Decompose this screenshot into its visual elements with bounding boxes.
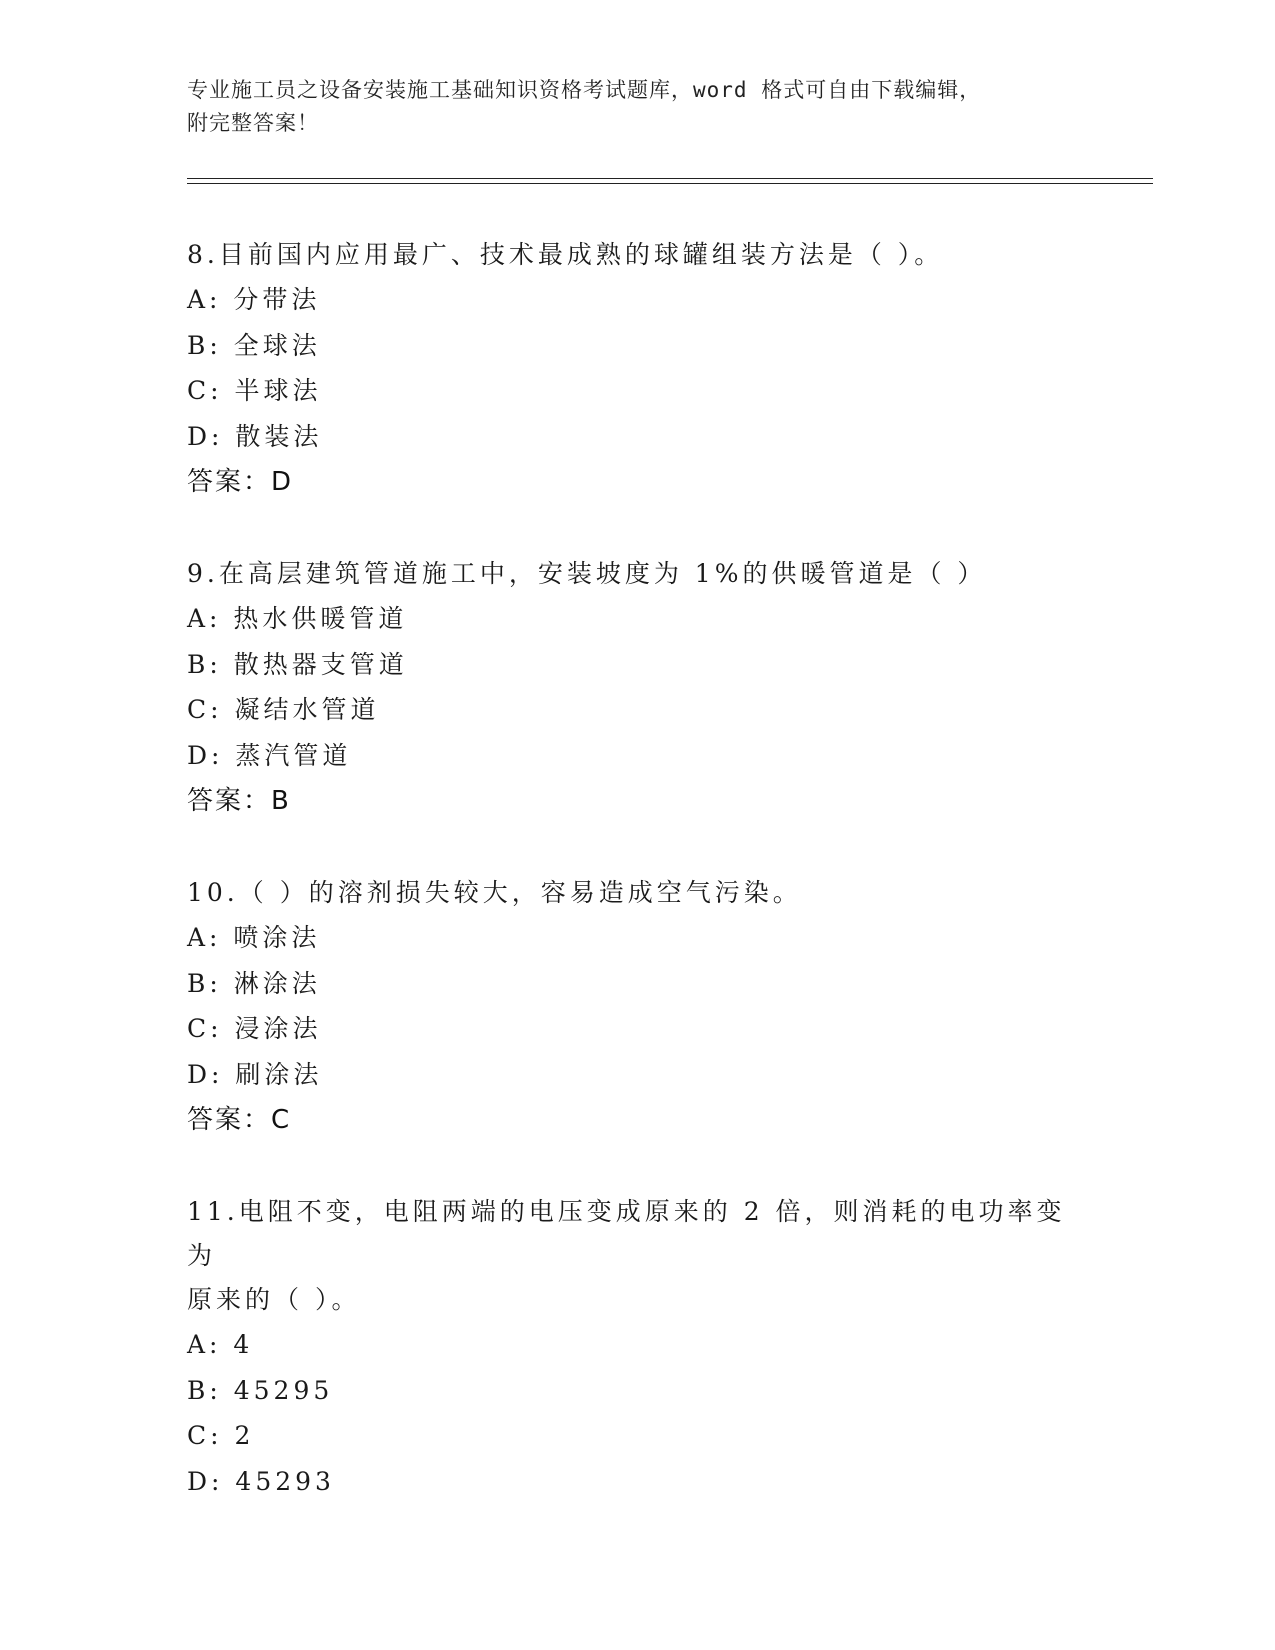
question-text-line-2: 原来的（ ）。 — [187, 1285, 361, 1314]
answer-label: 答案：B — [187, 786, 291, 816]
question-9 — [187, 552, 1087, 824]
answer-label: 答案：C — [187, 1105, 292, 1135]
question-text: 8.目前国内应用最广、技术最成熟的球罐组装方法是（ ）。 — [187, 240, 944, 269]
option-b: B: 45295 — [187, 1375, 334, 1405]
answer-label: 答案：D — [187, 467, 294, 497]
header-line-1: 专业施工员之设备安装施工基础知识资格考试题库，word 格式可自由下载编辑， — [187, 78, 982, 102]
option-d: D: 散装法 — [187, 421, 323, 451]
option-d: D: 刷涂法 — [187, 1059, 323, 1089]
option-c: C: 2 — [187, 1421, 255, 1450]
question-text: 10.（ ）的溶剂损失较大，容易造成空气污染。 — [187, 878, 802, 907]
question-11 — [187, 1190, 1087, 1504]
question-text: 9.在高层建筑管道施工中，安装坡度为 1%的供暖管道是（ ） — [187, 559, 987, 588]
option-d: D: 蒸汽管道 — [187, 740, 352, 770]
option-a: A: 热水供暖管道 — [187, 604, 408, 633]
header-divider-bottom — [187, 183, 1153, 184]
option-c: C: 浸涂法 — [187, 1014, 322, 1043]
header-line-2: 附完整答案！ — [187, 111, 319, 135]
option-a: A: 分带法 — [187, 285, 321, 314]
header-divider-top — [187, 178, 1153, 179]
question-10 — [187, 871, 1087, 1143]
question-8 — [187, 233, 1087, 505]
option-d: D: 45293 — [187, 1466, 335, 1496]
option-b: B: 淋涂法 — [187, 968, 321, 998]
option-b: B: 全球法 — [187, 330, 321, 360]
question-text-line-1: 11.电阻不变，电阻两端的电压变成原来的 2 倍，则消耗的电功率变为 — [187, 1197, 1066, 1270]
option-c: C: 凝结水管道 — [187, 695, 380, 724]
option-c: C: 半球法 — [187, 376, 322, 405]
option-b: B: 散热器支管道 — [187, 649, 408, 679]
option-a: A: 4 — [187, 1330, 254, 1359]
option-a: A: 喷涂法 — [187, 923, 321, 952]
document-header — [187, 74, 1087, 140]
